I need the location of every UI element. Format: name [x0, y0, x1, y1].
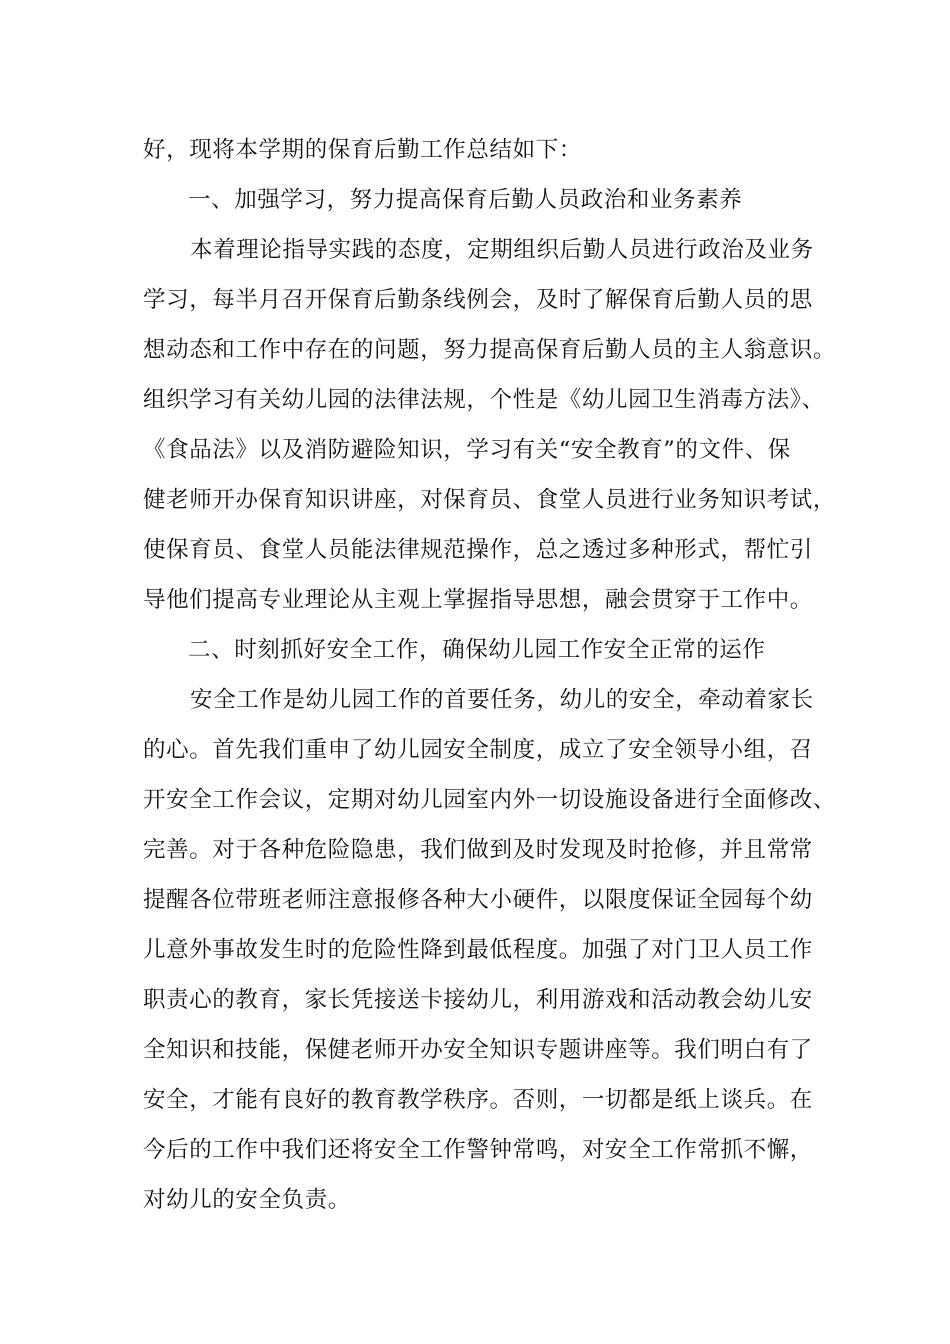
text-line: 想动态和工作中存在的问题，努力提高保育后勤人员的主人翁意识。: [143, 337, 837, 363]
text-line: 导他们提高专业理论从主观上掌握指导思想，融会贯穿于工作中。: [143, 587, 813, 613]
text-line: 儿意外事故发生时的危险性降到最低程度。加强了对门卫人员工作: [143, 937, 813, 963]
text-line: 的心。首先我们重申了幼儿园安全制度，成立了安全领导小组，召: [143, 737, 813, 763]
text-line: 提醒各位带班老师注意报修各种大小硬件，以限度保证全园每个幼: [143, 887, 813, 913]
text-line: 职责心的教育，家长凭接送卡接幼儿，利用游戏和活动教会幼儿安: [143, 987, 813, 1013]
text-line: 《食品法》以及消防避险知识，学习有关“安全教育”的文件、保: [143, 437, 791, 463]
section-heading-2: 二、时刻抓好安全工作，确保幼儿园工作安全正常的运作: [188, 637, 766, 663]
text-line: 安全工作是幼儿园工作的首要任务，幼儿的安全，牵动着家长: [190, 687, 814, 713]
text-line: 安全，才能有良好的教育教学秩序。否则，一切都是纸上谈兵。在: [143, 1087, 813, 1113]
text-line: 对幼儿的安全负责。: [143, 1187, 351, 1213]
text-line: 完善。对于各种危险隐患，我们做到及时发现及时抢修，并且常常: [143, 837, 813, 863]
text-line: 本着理论指导实践的态度，定期组织后勤人员进行政治及业务: [190, 237, 814, 263]
text-line: 健老师开办保育知识讲座，对保育员、食堂人员进行业务知识考试，: [143, 487, 837, 513]
text-line: 好，现将本学期的保育后勤工作总结如下：: [143, 137, 582, 163]
section-heading-1: 一、加强学习，努力提高保育后勤人员政治和业务素养: [188, 187, 743, 213]
text-line: 组织学习有关幼儿园的法律法规，个性是《幼儿园卫生消毒方法》、: [143, 387, 825, 413]
text-line: 开安全工作会议，定期对幼儿园室内外一切设施设备进行全面修改、: [143, 787, 837, 813]
text-line: 全知识和技能，保健老师开办安全知识专题讲座等。我们明白有了: [143, 1037, 813, 1063]
text-line: 学习，每半月召开保育后勤条线例会，及时了解保育后勤人员的思: [143, 287, 813, 313]
text-line: 使保育员、食堂人员能法律规范操作，总之透过多种形式，帮忙引: [143, 537, 813, 563]
text-line: 今后的工作中我们还将安全工作警钟常鸣，对安全工作常抓不懈，: [143, 1137, 813, 1163]
